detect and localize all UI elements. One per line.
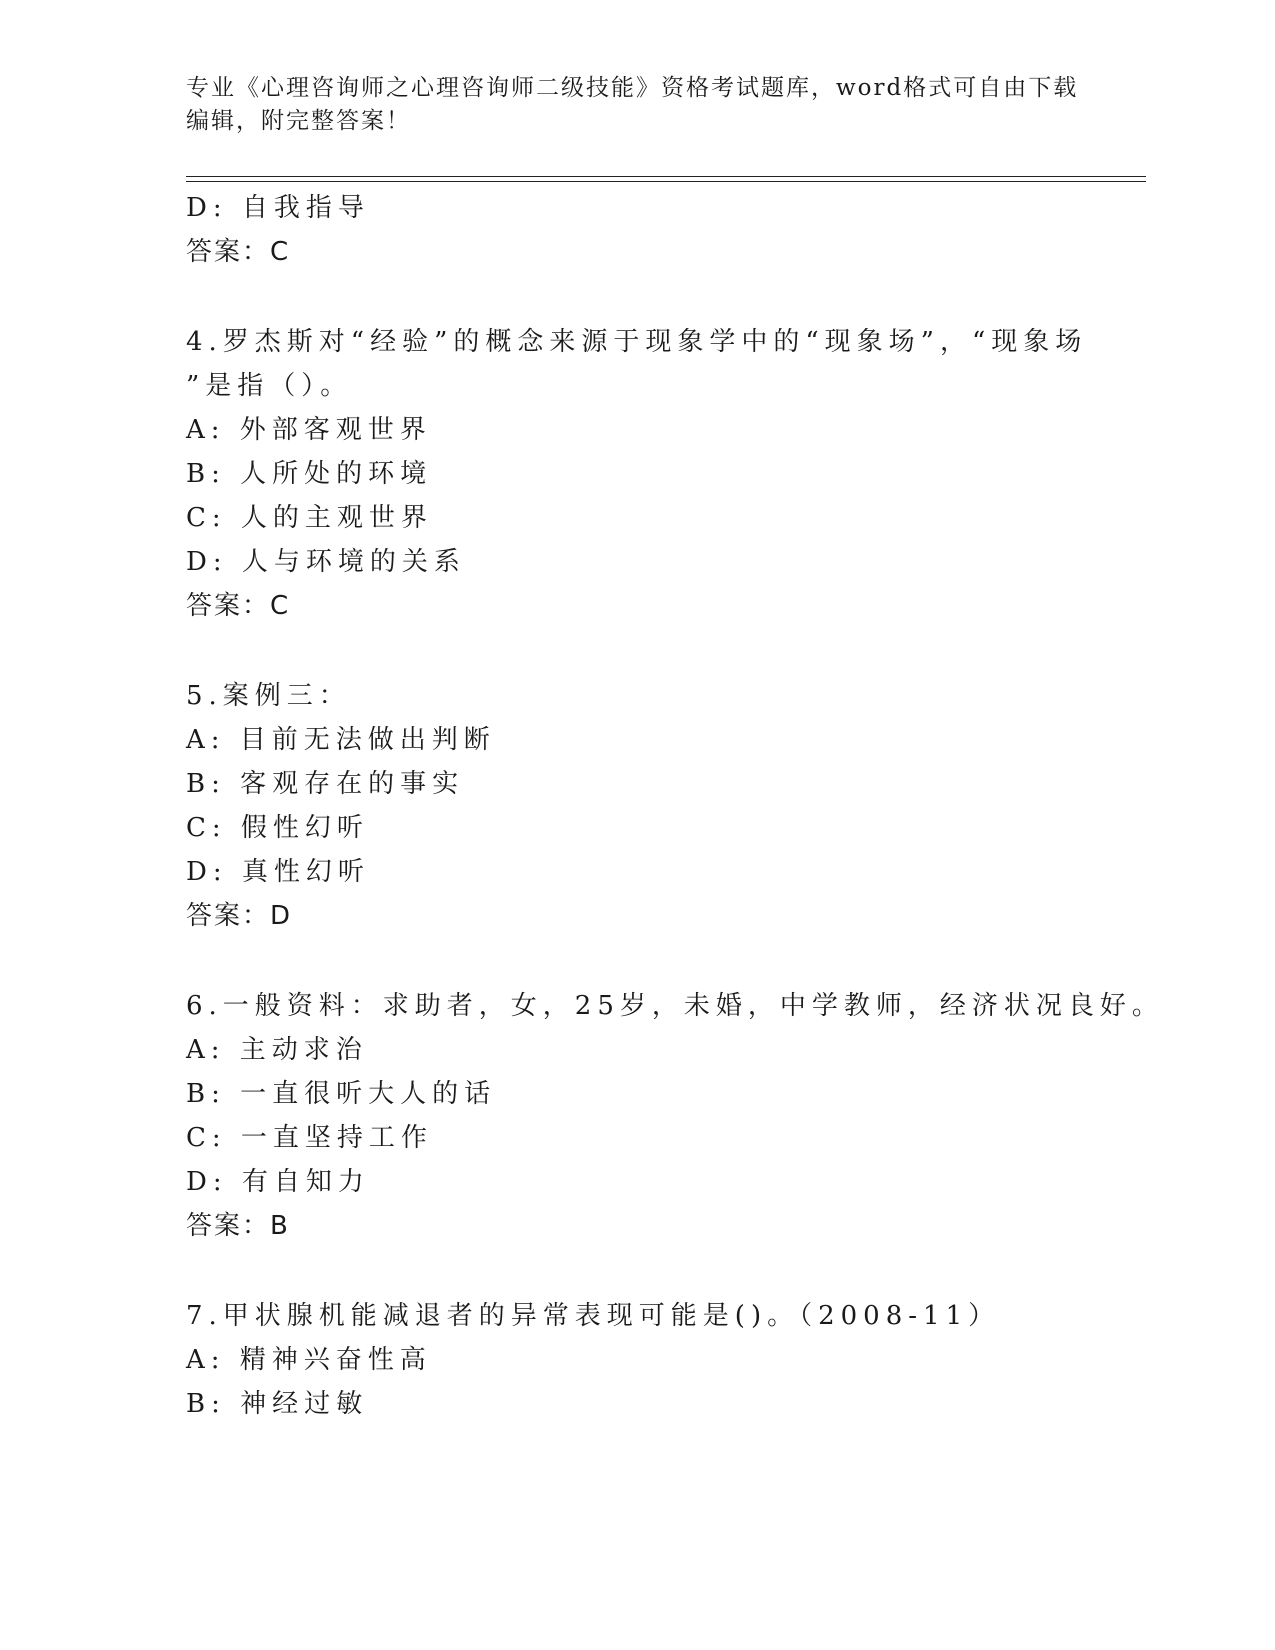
option-c: C: 人的主观世界	[186, 503, 433, 533]
option-a: A: 精神兴奋性高	[186, 1345, 432, 1375]
option-d: D: 自我指导	[186, 193, 370, 223]
answer: 答案：B	[186, 1211, 290, 1241]
option-b: B: 一直很听大人的话	[186, 1079, 497, 1109]
question-4-stem: 4.罗杰斯对“经验”的概念来源于现象学中的“现象场”，“现象场	[186, 327, 1088, 357]
option-a: A: 主动求治	[186, 1035, 368, 1065]
option-a: A: 外部客观世界	[186, 415, 432, 445]
header-rule-bottom	[186, 181, 1146, 182]
option-b: B: 客观存在的事实	[186, 769, 465, 799]
option-d: D: 人与环境的关系	[186, 547, 466, 577]
option-d: D: 有自知力	[186, 1167, 370, 1197]
header-line-2: 编辑，附完整答案！	[186, 108, 411, 134]
answer: 答案：C	[186, 237, 291, 267]
option-c: C: 一直坚持工作	[186, 1123, 433, 1153]
answer: 答案：D	[186, 901, 293, 931]
option-a: A: 目前无法做出判断	[186, 725, 496, 755]
question-6-stem: 6.一般资料：求助者，女，25岁，未婚，中学教师，经济状况良好。	[186, 991, 1164, 1021]
option-c: C: 假性幻听	[186, 813, 369, 843]
document-header	[186, 72, 1086, 138]
question-7-stem: 7.甲状腺机能减退者的异常表现可能是()。（2008-11）	[186, 1301, 1001, 1331]
option-d: D: 真性幻听	[186, 857, 370, 887]
answer: 答案：C	[186, 591, 291, 621]
header-rule-top	[186, 176, 1146, 177]
question-4-stem-cont: ”是指（）。	[186, 371, 353, 401]
header-line-1: 专业《心理咨询师之心理咨询师二级技能》资格考试题库，word格式可自由下载	[186, 75, 1079, 101]
option-b: B: 神经过敏	[186, 1389, 369, 1419]
question-5-stem: 5.案例三：	[186, 681, 351, 711]
option-b: B: 人所处的环境	[186, 459, 433, 489]
